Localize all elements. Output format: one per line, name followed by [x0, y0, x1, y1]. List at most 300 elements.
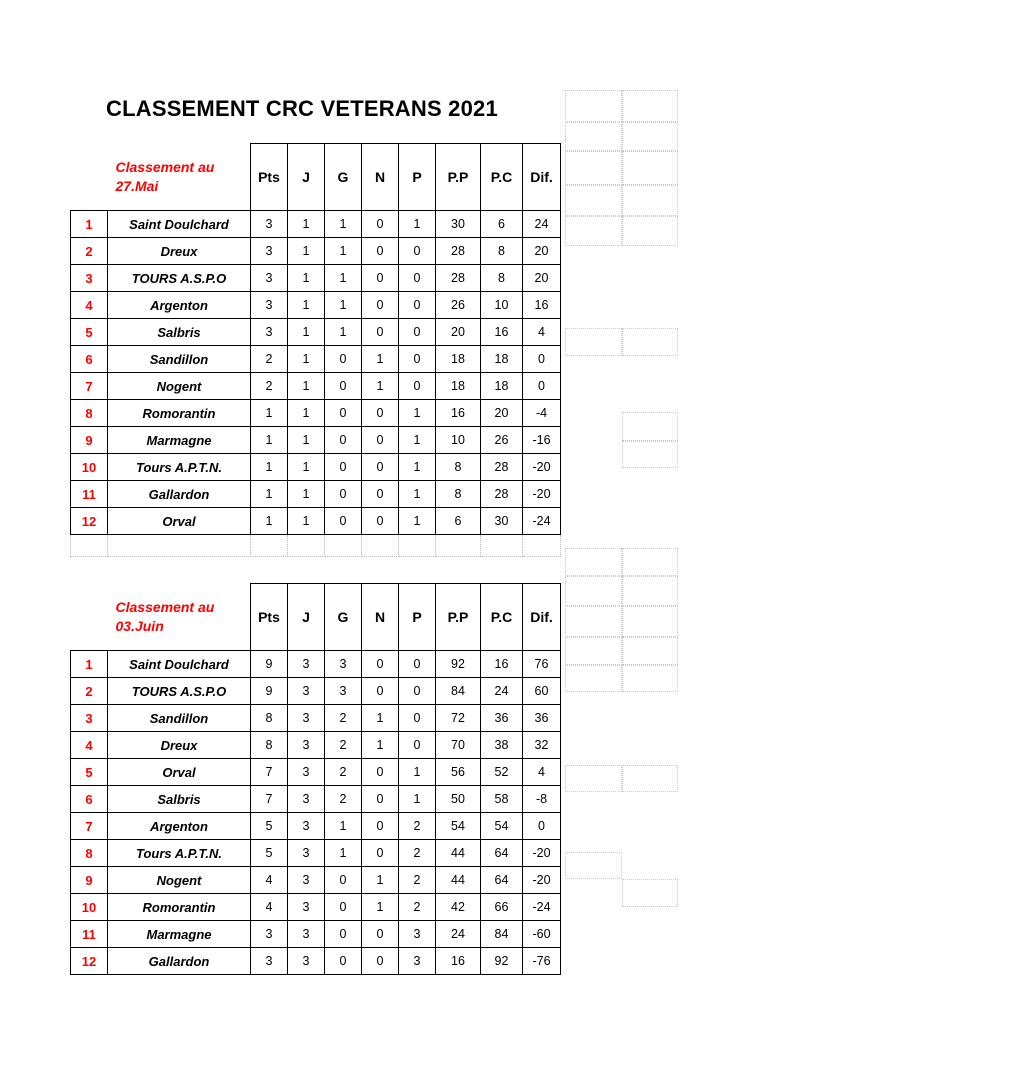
row-p: 0 — [399, 373, 436, 400]
column-header-p: P — [399, 144, 436, 211]
row-rank: 11 — [71, 481, 108, 508]
row-pc: 38 — [481, 732, 523, 759]
table-header-row — [71, 144, 561, 211]
row-n: 0 — [362, 508, 399, 535]
table-row — [71, 894, 561, 921]
row-g: 3 — [325, 678, 362, 705]
row-p: 2 — [399, 840, 436, 867]
column-header-dif: Dif. — [523, 584, 561, 651]
row-p: 2 — [399, 813, 436, 840]
empty-cell — [362, 535, 399, 557]
row-dif: -60 — [523, 921, 561, 948]
column-header-pts: Pts — [251, 144, 288, 211]
row-pp: 16 — [436, 400, 481, 427]
row-j: 3 — [288, 786, 325, 813]
row-g: 1 — [325, 265, 362, 292]
row-pc: 20 — [481, 400, 523, 427]
row-g: 0 — [325, 867, 362, 894]
row-j: 1 — [288, 346, 325, 373]
row-n: 1 — [362, 705, 399, 732]
row-team: TOURS A.S.P.O — [108, 265, 251, 292]
row-team: Dreux — [108, 238, 251, 265]
row-team: Orval — [108, 759, 251, 786]
row-n: 0 — [362, 292, 399, 319]
row-pts: 9 — [251, 678, 288, 705]
row-n: 0 — [362, 319, 399, 346]
row-j: 1 — [288, 400, 325, 427]
column-header-dif: Dif. — [523, 144, 561, 211]
row-rank: 2 — [71, 678, 108, 705]
column-header-pts: Pts — [251, 584, 288, 651]
row-pc: 92 — [481, 948, 523, 975]
row-pts: 5 — [251, 813, 288, 840]
row-pp: 50 — [436, 786, 481, 813]
row-dif: -8 — [523, 786, 561, 813]
row-dif: -20 — [523, 454, 561, 481]
row-dif: 4 — [523, 759, 561, 786]
row-g: 1 — [325, 813, 362, 840]
row-pp: 10 — [436, 427, 481, 454]
row-pp: 70 — [436, 732, 481, 759]
row-n: 1 — [362, 867, 399, 894]
row-rank: 12 — [71, 508, 108, 535]
row-g: 3 — [325, 651, 362, 678]
table-row — [71, 840, 561, 867]
row-rank: 2 — [71, 238, 108, 265]
table-row — [71, 319, 561, 346]
row-team: Tours A.P.T.N. — [108, 840, 251, 867]
row-g: 0 — [325, 508, 362, 535]
row-n: 0 — [362, 265, 399, 292]
table-row — [71, 265, 561, 292]
row-j: 3 — [288, 678, 325, 705]
table-row — [71, 508, 561, 535]
row-team: Nogent — [108, 373, 251, 400]
column-header-pc: P.C — [481, 144, 523, 211]
row-pp: 54 — [436, 813, 481, 840]
row-pts: 1 — [251, 454, 288, 481]
table-row — [71, 238, 561, 265]
table-row — [71, 786, 561, 813]
row-team: Romorantin — [108, 400, 251, 427]
row-n: 0 — [362, 400, 399, 427]
row-j: 1 — [288, 292, 325, 319]
row-p: 0 — [399, 292, 436, 319]
row-rank: 8 — [71, 400, 108, 427]
empty-cell — [565, 765, 622, 792]
row-dif: 16 — [523, 292, 561, 319]
empty-cell — [622, 216, 678, 246]
row-team: Saint Doulchard — [108, 211, 251, 238]
empty-cell — [622, 151, 678, 185]
row-g: 0 — [325, 921, 362, 948]
header-spacer — [71, 584, 108, 651]
row-dif: 20 — [523, 238, 561, 265]
column-header-pp: P.P — [436, 144, 481, 211]
table-row — [71, 346, 561, 373]
row-p: 0 — [399, 346, 436, 373]
row-dif: 0 — [523, 346, 561, 373]
row-pts: 3 — [251, 211, 288, 238]
row-rank: 8 — [71, 840, 108, 867]
row-pts: 8 — [251, 732, 288, 759]
row-pp: 72 — [436, 705, 481, 732]
row-g: 0 — [325, 948, 362, 975]
empty-cell — [622, 412, 678, 441]
empty-cell — [523, 535, 561, 557]
row-p: 0 — [399, 238, 436, 265]
row-pc: 28 — [481, 481, 523, 508]
empty-cell — [622, 606, 678, 637]
row-dif: 36 — [523, 705, 561, 732]
table-row — [71, 921, 561, 948]
row-pc: 18 — [481, 346, 523, 373]
row-g: 2 — [325, 759, 362, 786]
row-dif: 24 — [523, 211, 561, 238]
empty-cell — [565, 606, 622, 637]
row-pts: 7 — [251, 759, 288, 786]
row-team: Gallardon — [108, 948, 251, 975]
row-team: Gallardon — [108, 481, 251, 508]
empty-cell — [481, 535, 523, 557]
table-row — [71, 867, 561, 894]
row-pts: 3 — [251, 265, 288, 292]
table-row — [71, 373, 561, 400]
row-team: Salbris — [108, 319, 251, 346]
row-pp: 30 — [436, 211, 481, 238]
row-j: 3 — [288, 813, 325, 840]
empty-cell — [565, 637, 622, 665]
empty-cell — [622, 185, 678, 216]
row-j: 1 — [288, 265, 325, 292]
row-g: 0 — [325, 373, 362, 400]
empty-cell — [251, 535, 288, 557]
row-dif: 20 — [523, 265, 561, 292]
row-g: 1 — [325, 211, 362, 238]
row-pc: 16 — [481, 651, 523, 678]
empty-cell — [622, 441, 678, 468]
row-team: Marmagne — [108, 921, 251, 948]
header-spacer — [71, 144, 108, 211]
page-title: CLASSEMENT CRC VETERANS 2021 — [106, 96, 498, 121]
row-j: 3 — [288, 759, 325, 786]
row-n: 0 — [362, 813, 399, 840]
row-pp: 16 — [436, 948, 481, 975]
row-n: 0 — [362, 211, 399, 238]
row-team: Romorantin — [108, 894, 251, 921]
row-j: 1 — [288, 508, 325, 535]
row-dif: 0 — [523, 373, 561, 400]
row-p: 0 — [399, 732, 436, 759]
row-j: 3 — [288, 840, 325, 867]
row-rank: 1 — [71, 211, 108, 238]
row-g: 1 — [325, 840, 362, 867]
row-g: 1 — [325, 238, 362, 265]
row-pp: 24 — [436, 921, 481, 948]
row-pc: 54 — [481, 813, 523, 840]
row-g: 1 — [325, 292, 362, 319]
table-row — [71, 400, 561, 427]
empty-cell — [622, 665, 678, 692]
row-pts: 4 — [251, 894, 288, 921]
row-pc: 64 — [481, 840, 523, 867]
row-rank: 4 — [71, 292, 108, 319]
row-pc: 28 — [481, 454, 523, 481]
empty-cell — [622, 879, 678, 907]
row-j: 3 — [288, 651, 325, 678]
row-p: 1 — [399, 427, 436, 454]
row-rank: 9 — [71, 867, 108, 894]
row-team: Tours A.P.T.N. — [108, 454, 251, 481]
row-p: 1 — [399, 481, 436, 508]
row-pts: 1 — [251, 481, 288, 508]
row-pts: 1 — [251, 508, 288, 535]
empty-cell — [108, 535, 251, 557]
row-dif: -76 — [523, 948, 561, 975]
row-j: 1 — [288, 211, 325, 238]
row-pc: 36 — [481, 705, 523, 732]
column-header-g: G — [325, 584, 362, 651]
empty-cell — [565, 185, 622, 216]
table-caption: Classement au 03.Juin — [115, 598, 215, 634]
row-j: 1 — [288, 481, 325, 508]
row-pc: 58 — [481, 786, 523, 813]
row-dif: 32 — [523, 732, 561, 759]
row-n: 0 — [362, 759, 399, 786]
row-pts: 4 — [251, 867, 288, 894]
row-pts: 3 — [251, 921, 288, 948]
row-g: 0 — [325, 481, 362, 508]
row-pc: 10 — [481, 292, 523, 319]
row-pp: 42 — [436, 894, 481, 921]
row-pc: 30 — [481, 508, 523, 535]
row-j: 1 — [288, 427, 325, 454]
empty-cell — [288, 535, 325, 557]
table-row — [71, 481, 561, 508]
empty-cell — [71, 535, 108, 557]
empty-cell — [622, 328, 678, 356]
row-pp: 18 — [436, 373, 481, 400]
table-row — [71, 948, 561, 975]
row-rank: 1 — [71, 651, 108, 678]
row-rank: 7 — [71, 373, 108, 400]
row-p: 1 — [399, 786, 436, 813]
row-team: Sandillon — [108, 705, 251, 732]
row-rank: 6 — [71, 346, 108, 373]
row-g: 1 — [325, 319, 362, 346]
row-j: 3 — [288, 705, 325, 732]
row-j: 3 — [288, 732, 325, 759]
row-n: 0 — [362, 921, 399, 948]
row-n: 0 — [362, 238, 399, 265]
row-dif: -4 — [523, 400, 561, 427]
row-team: Nogent — [108, 867, 251, 894]
row-dif: -20 — [523, 840, 561, 867]
row-pts: 7 — [251, 786, 288, 813]
row-p: 1 — [399, 508, 436, 535]
row-g: 0 — [325, 454, 362, 481]
row-team: Argenton — [108, 813, 251, 840]
row-j: 3 — [288, 948, 325, 975]
row-pp: 8 — [436, 454, 481, 481]
row-pts: 1 — [251, 400, 288, 427]
empty-cell — [622, 637, 678, 665]
column-header-n: N — [362, 584, 399, 651]
row-rank: 11 — [71, 921, 108, 948]
row-pts: 3 — [251, 292, 288, 319]
empty-cell — [565, 852, 622, 879]
empty-cell — [565, 548, 622, 576]
column-header-n: N — [362, 144, 399, 211]
table-filler-row — [71, 535, 561, 557]
row-team: TOURS A.S.P.O — [108, 678, 251, 705]
row-pts: 5 — [251, 840, 288, 867]
row-p: 3 — [399, 948, 436, 975]
row-pc: 18 — [481, 373, 523, 400]
table-row — [71, 732, 561, 759]
row-n: 1 — [362, 894, 399, 921]
row-rank: 3 — [71, 265, 108, 292]
row-rank: 5 — [71, 759, 108, 786]
row-p: 0 — [399, 678, 436, 705]
row-pp: 92 — [436, 651, 481, 678]
row-pp: 28 — [436, 238, 481, 265]
row-pts: 1 — [251, 427, 288, 454]
row-j: 3 — [288, 867, 325, 894]
table-row — [71, 651, 561, 678]
empty-cell — [622, 90, 678, 122]
row-p: 0 — [399, 705, 436, 732]
row-pc: 6 — [481, 211, 523, 238]
row-pts: 3 — [251, 238, 288, 265]
table-caption: Classement au 27.Mai — [115, 158, 215, 194]
row-n: 0 — [362, 948, 399, 975]
row-p: 1 — [399, 759, 436, 786]
row-rank: 4 — [71, 732, 108, 759]
row-pc: 24 — [481, 678, 523, 705]
row-team: Sandillon — [108, 346, 251, 373]
row-pp: 6 — [436, 508, 481, 535]
row-n: 1 — [362, 346, 399, 373]
row-pts: 3 — [251, 319, 288, 346]
row-rank: 9 — [71, 427, 108, 454]
row-g: 0 — [325, 894, 362, 921]
row-team: Marmagne — [108, 427, 251, 454]
row-pc: 84 — [481, 921, 523, 948]
row-rank: 12 — [71, 948, 108, 975]
row-g: 2 — [325, 786, 362, 813]
row-pc: 16 — [481, 319, 523, 346]
table-row — [71, 759, 561, 786]
empty-cell — [622, 765, 678, 792]
row-team: Argenton — [108, 292, 251, 319]
row-rank: 10 — [71, 454, 108, 481]
row-team: Orval — [108, 508, 251, 535]
table-row — [71, 678, 561, 705]
row-pp: 18 — [436, 346, 481, 373]
row-pts: 2 — [251, 346, 288, 373]
row-n: 0 — [362, 678, 399, 705]
table-row — [71, 427, 561, 454]
row-rank: 10 — [71, 894, 108, 921]
row-p: 2 — [399, 894, 436, 921]
table-row — [71, 705, 561, 732]
row-pc: 8 — [481, 238, 523, 265]
row-n: 0 — [362, 786, 399, 813]
row-n: 0 — [362, 651, 399, 678]
row-dif: 76 — [523, 651, 561, 678]
row-dif: -20 — [523, 867, 561, 894]
empty-cell — [565, 122, 622, 151]
column-header-j: J — [288, 144, 325, 211]
row-pc: 64 — [481, 867, 523, 894]
row-n: 0 — [362, 454, 399, 481]
empty-cell — [325, 535, 362, 557]
table-row — [71, 454, 561, 481]
row-j: 1 — [288, 454, 325, 481]
table-header-row — [71, 584, 561, 651]
row-pts: 3 — [251, 948, 288, 975]
row-pp: 8 — [436, 481, 481, 508]
empty-cell — [565, 328, 622, 356]
row-dif: 4 — [523, 319, 561, 346]
row-rank: 5 — [71, 319, 108, 346]
row-dif: -16 — [523, 427, 561, 454]
row-g: 2 — [325, 705, 362, 732]
row-g: 2 — [325, 732, 362, 759]
row-n: 1 — [362, 373, 399, 400]
column-header-pc: P.C — [481, 584, 523, 651]
row-p: 3 — [399, 921, 436, 948]
row-pp: 20 — [436, 319, 481, 346]
row-dif: 0 — [523, 813, 561, 840]
empty-cell — [622, 548, 678, 576]
empty-cell — [565, 216, 622, 246]
empty-cell — [622, 576, 678, 606]
row-dif: -24 — [523, 508, 561, 535]
row-pp: 28 — [436, 265, 481, 292]
empty-cell — [399, 535, 436, 557]
row-j: 1 — [288, 238, 325, 265]
row-n: 0 — [362, 840, 399, 867]
row-rank: 7 — [71, 813, 108, 840]
row-p: 1 — [399, 400, 436, 427]
standings-table-june — [70, 583, 561, 975]
row-p: 0 — [399, 265, 436, 292]
column-header-g: G — [325, 144, 362, 211]
row-team: Salbris — [108, 786, 251, 813]
row-g: 0 — [325, 346, 362, 373]
row-team: Dreux — [108, 732, 251, 759]
table-row — [71, 211, 561, 238]
row-g: 0 — [325, 400, 362, 427]
row-pp: 44 — [436, 840, 481, 867]
empty-cell — [436, 535, 481, 557]
row-j: 1 — [288, 319, 325, 346]
row-p: 2 — [399, 867, 436, 894]
row-team: Saint Doulchard — [108, 651, 251, 678]
row-p: 0 — [399, 651, 436, 678]
row-j: 1 — [288, 373, 325, 400]
row-n: 0 — [362, 481, 399, 508]
row-pts: 8 — [251, 705, 288, 732]
row-p: 0 — [399, 319, 436, 346]
row-pts: 2 — [251, 373, 288, 400]
row-dif: 60 — [523, 678, 561, 705]
row-pp: 84 — [436, 678, 481, 705]
row-pc: 26 — [481, 427, 523, 454]
column-header-pp: P.P — [436, 584, 481, 651]
